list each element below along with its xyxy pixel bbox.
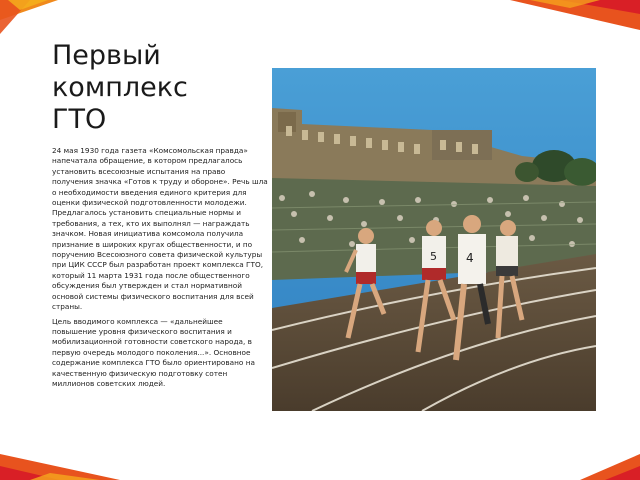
runner-bib-number: 4 (466, 251, 474, 265)
runner-bib-number: 5 (430, 250, 437, 263)
slide-body (52, 146, 268, 393)
title-line: Первый (52, 40, 161, 71)
runners-photo (272, 68, 596, 411)
body-paragraph: 24 мая 1930 года газета «Комсомольская правда» напечатала обращение, в котором предлагалось установить всесоюзные испытания на право получения значка «Готов к труду и обороне». Речь шла о необходимости введения единого критерия для оценки физической подготовленности молодежи. Предлагалось установить специальные нормы и требования, а тех, кто их выполнял — награждать значком. Новая инициатива комсомола получила признание в широких кругах общественности, и по поручению Всесоюзного совета физической культуры при ЦИК СССР был разработан проект комплекса ГТО, который 11 марта 1931 года после общественного обсуждения был утвержден и стал нормативной основой системы физического воспитания для всей страны. (52, 146, 268, 312)
bottom-right-decoration (580, 450, 640, 480)
title-line: ГТО (52, 104, 107, 135)
top-right-decoration (510, 0, 640, 40)
slide-title (52, 40, 252, 136)
body-paragraph: Цель вводимого комплекса — «дальнейшее повышение уровня физического воспитания и мобилизационной готовности советского народа, в первую очередь молодого поколения...». Основное содержание комплекса ГТО было ориентировано на качественную физическую подготовку сотен миллионов советских людей. (52, 316, 255, 388)
title-line: комплекс (52, 72, 188, 103)
bottom-left-decoration (0, 440, 120, 480)
top-left-decoration (0, 0, 70, 36)
